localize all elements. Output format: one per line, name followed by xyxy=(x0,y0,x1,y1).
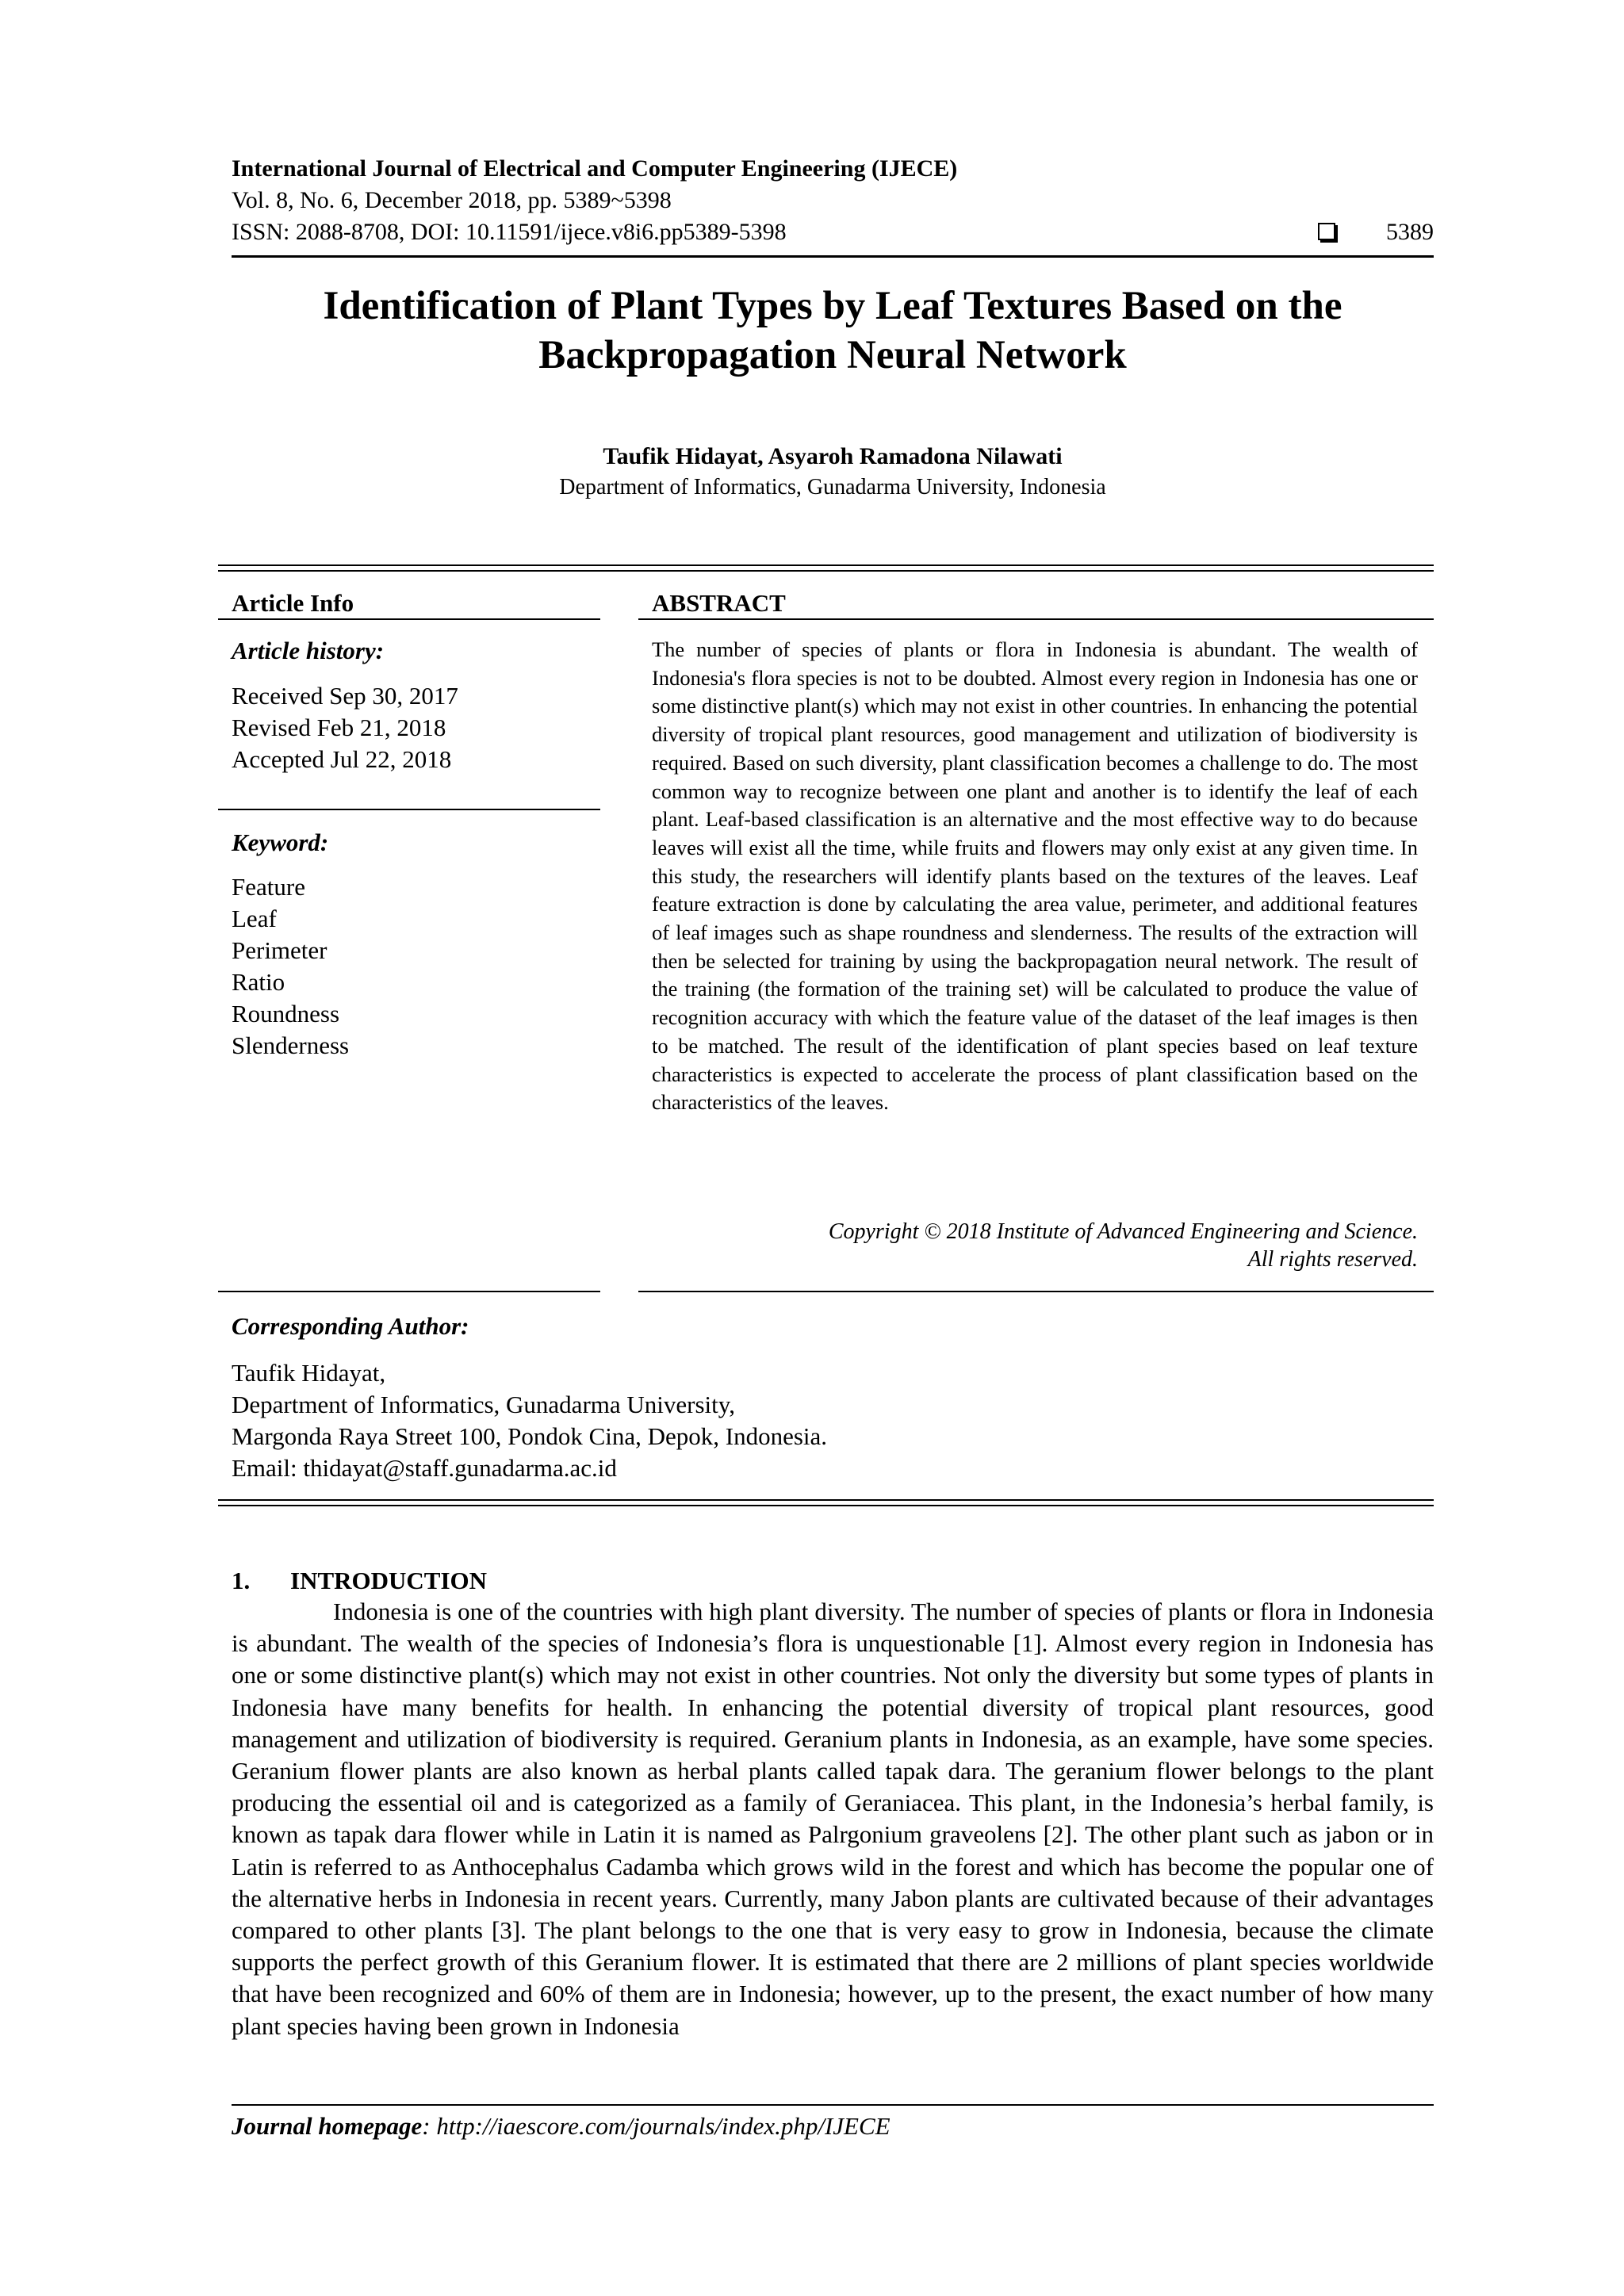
paper-title: Identification of Plant Types by Leaf Textures Based on the Backpropagation Neural Network xyxy=(323,284,1342,377)
copyright-notice xyxy=(652,1218,1418,1273)
homepage-label: Journal homepage xyxy=(232,2112,423,2140)
section-number: 1. xyxy=(232,1567,251,1594)
keyword-rule xyxy=(218,1291,600,1292)
rights-line: All rights reserved. xyxy=(1247,1247,1418,1272)
info-box-bottom-rule xyxy=(218,1499,1434,1506)
abstract-rule xyxy=(638,618,1434,620)
author-name: Taufik Hidayat, xyxy=(232,1359,386,1387)
article-info-heading: Article Info xyxy=(232,589,354,617)
author-department: Department of Informatics, Gunadarma University, xyxy=(232,1391,736,1418)
article-info-rule xyxy=(218,618,600,620)
corresponding-author-details xyxy=(232,1357,827,1484)
journal-homepage xyxy=(232,2111,891,2141)
keyword-item: Feature xyxy=(232,873,305,901)
keyword-item: Slenderness xyxy=(232,1031,350,1059)
keyword-item: Roundness xyxy=(232,1000,340,1027)
page-number: 5389 xyxy=(1386,219,1434,245)
introduction-heading xyxy=(232,1567,487,1595)
abstract-text: The number of species of plants or flora in Indonesia is abundant. The wealth of Indonesia's flora species is not to be doubted. Almost every region in Indonesia has one or some distinctive plant(s) which may not exist in other countries. In enhancing the potential diversity of tropical plant resources, good management and utilization of biodiversity is required. Based on such diversity, plant classification becomes a challenge to do. The most common way to recognize between one plant and another is to identify the leaf of each plant. Leaf-based classification is an alternative and the most effective way to do because leaves will exist all the time, while fruits and flowers may only exist at any given time. In this study, the researchers will identify plants based on the textures of the leaves. Leaf feature extraction is done by calculating the area value, perimeter, and additional features of leaf images such as shape roundness and slenderness. The results of the extraction will then be selected for training by using the backpropagation neural network. The result of the training (the formation of the training set) will be calculated to produce the value of recognition accuracy with which the feature value of the dataset of the leaf images is then to be matched. The result of the identification of plant species based on leaf texture characteristics is expected to accelerate the process of plant classification based on the characteristics of the leaves. xyxy=(652,637,1418,1115)
history-rule xyxy=(218,809,600,810)
homepage-url: : http://iaescore.com/journals/index.php/IJECE xyxy=(422,2112,891,2140)
revised-date: Revised Feb 21, 2018 xyxy=(232,714,446,741)
paper-affiliation: Department of Informatics, Gunadarma University, Indonesia xyxy=(559,475,1106,499)
keyword-item: Perimeter xyxy=(232,936,327,964)
section-title: INTRODUCTION xyxy=(290,1567,488,1594)
journal-name: International Journal of Electrical and Computer Engineering (IJECE) xyxy=(232,155,958,182)
article-history xyxy=(232,680,596,775)
author-email: Email: thidayat@staff.gunadarma.ac.id xyxy=(232,1454,617,1482)
received-date: Received Sep 30, 2017 xyxy=(232,682,458,710)
info-box-top-rule xyxy=(218,564,1434,572)
keyword-heading: Keyword: xyxy=(232,828,329,856)
accepted-date: Accepted Jul 22, 2018 xyxy=(232,745,452,773)
journal-issn: ISSN: 2088-8708, DOI: 10.11591/ijece.v8i6.pp5389-5398 xyxy=(232,219,787,245)
corresponding-author-heading: Corresponding Author: xyxy=(232,1312,469,1340)
abstract-bottom-rule xyxy=(638,1291,1434,1292)
square-bullet-icon xyxy=(1318,223,1335,240)
copyright-line: Copyright © 2018 Institute of Advanced Engineering and Science. xyxy=(828,1219,1418,1244)
keyword-item: Ratio xyxy=(232,968,285,996)
author-address: Margonda Raya Street 100, Pondok Cina, Depok, Indonesia. xyxy=(232,1422,828,1450)
abstract-heading: ABSTRACT xyxy=(652,589,786,617)
introduction-paragraph: Indonesia is one of the countries with high plant diversity. The number of species of plants or flora in Indonesia is abundant. The wealth of the species of Indonesia’s flora is unquestionable [1]. Almost every region in Indonesia has one or some distinctive plant(s) which may not exist in other countries. Not only the diversity but some types of plants in Indonesia have many benefits for health. In enhancing the potential diversity of tropical plant resources, good management and utilization of biodiversity is required. Geranium plants in Indonesia, as an example, have some species. Geranium flower plants are also known as herbal plants called tapak dara. The geranium flower belongs to the plant producing the essential oil and is categorized as a family of Geraniacea. This plant, in the Indonesia’s herbal family, is known as tapak dara flower while in Latin it is named as Palrgonium graveolens [2]. The other plant such as jabon or in Latin is referred to as Anthocephalus Cadamba which grows wild in the forest and which has become the popular one of the alternative herbs in Indonesia in recent years. Currently, many Jabon plants are cultivated because of their advantages compared to other plants [3]. The plant belongs to the one that is very easy to grow in Indonesia, because the climate supports the perfect growth of this Geranium flower. It is estimated that there are 2 millions of plant species worldwide that have been recognized and 60% of them are in Indonesia; however, up to the present, the exact number of how many plant species having been grown in Indonesia xyxy=(232,1598,1434,2040)
paper-authors: Taufik Hidayat, Asyaroh Ramadona Nilawati xyxy=(603,443,1063,469)
journal-volume: Vol. 8, No. 6, December 2018, pp. 5389~5398 xyxy=(232,187,672,213)
keyword-list xyxy=(232,871,596,1062)
header-rule xyxy=(232,255,1434,258)
keyword-item: Leaf xyxy=(232,905,277,932)
article-history-heading: Article history: xyxy=(232,637,385,664)
footer-rule xyxy=(232,2104,1434,2106)
